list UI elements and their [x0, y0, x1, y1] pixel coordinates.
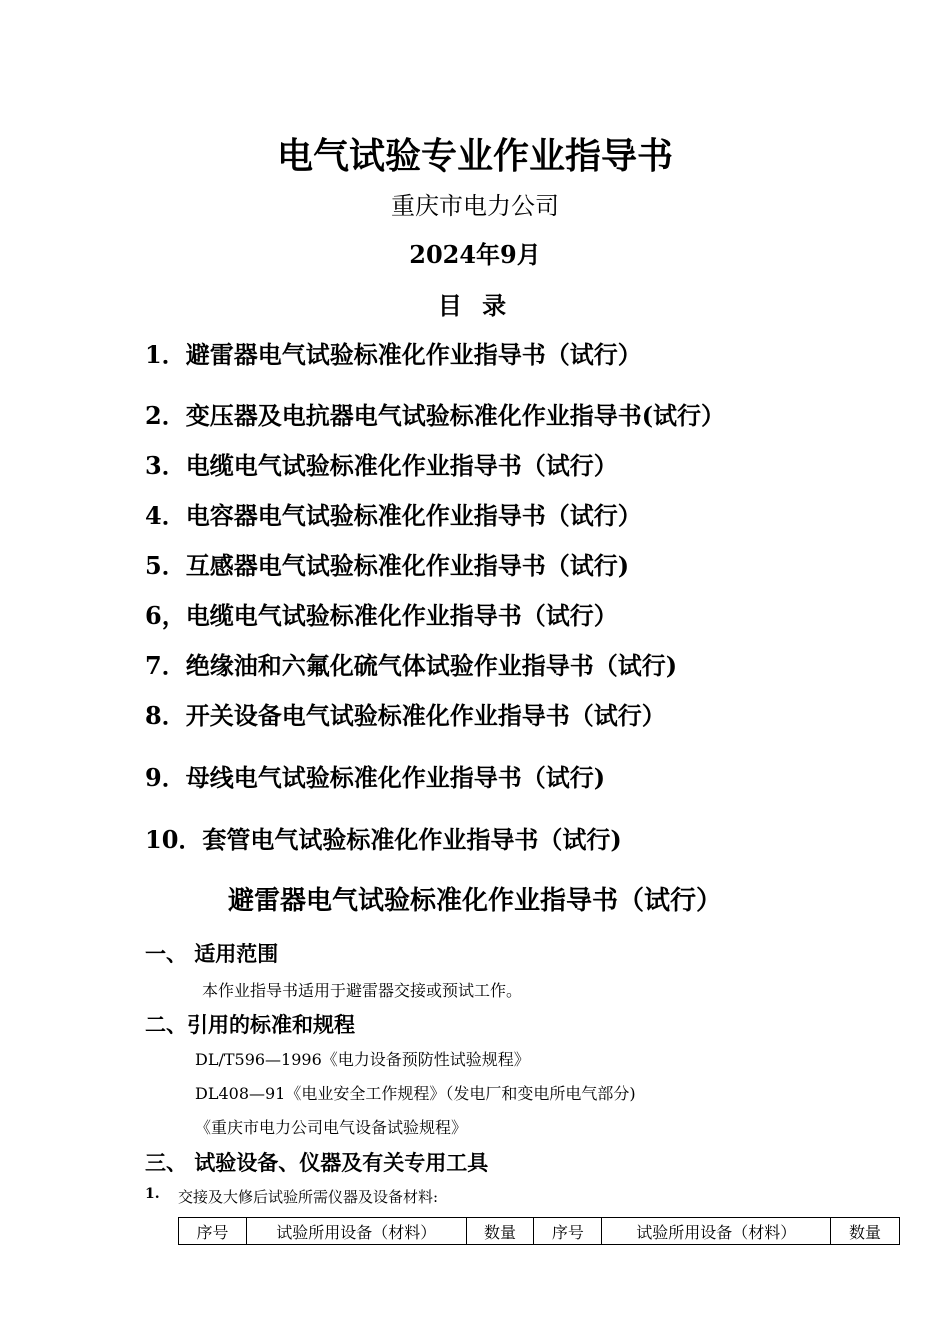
toc-item: 5．互感器电气试验标准化作业指导书（试行) — [145, 551, 630, 580]
scope-text: 本作业指导书适用于避雷器交接或预试工作。 — [202, 981, 523, 1000]
standard-item: DL408—91《电业安全工作规程》（发电厂和变电所电气部分) — [195, 1084, 636, 1103]
toc-item: 10．套管电气试验标准化作业指导书（试行) — [145, 825, 622, 854]
toc-item: 9．母线电气试验标准化作业指导书（试行) — [145, 763, 606, 792]
toc-item: 3．电缆电气试验标准化作业指导书（试行） — [145, 451, 618, 480]
list-number: 1. — [145, 1186, 160, 1202]
column-header: 序号 — [534, 1218, 602, 1245]
organization-name: 重庆市电力公司 — [391, 192, 559, 220]
toc-item: 8．开关设备电气试验标准化作业指导书（试行） — [145, 701, 666, 730]
section-title: 避雷器电气试验标准化作业指导书（试行） — [227, 886, 722, 916]
toc-item: 1．避雷器电气试验标准化作业指导书（试行） — [145, 340, 642, 369]
toc-item: 4．电容器电气试验标准化作业指导书（试行） — [145, 501, 642, 530]
document-title: 电气试验专业作业指导书 — [276, 135, 673, 177]
toc-item: 2．变压器及电抗器电气试验标准化作业指导书(试行） — [145, 401, 726, 430]
standard-item: DL/T596—1996《电力设备预防性试验规程》 — [195, 1050, 530, 1069]
column-header: 数量 — [466, 1218, 534, 1245]
table-header-row — [179, 1218, 900, 1245]
standard-item: 《重庆市电力公司电气设备试验规程》 — [195, 1118, 468, 1137]
equipment-intro: 交接及大修后试验所需仪器及设备材料: — [178, 1188, 439, 1206]
column-header: 试验所用设备（材料） — [602, 1218, 831, 1245]
document-date: 2024年9月 — [409, 240, 541, 269]
column-header: 试验所用设备（材料） — [246, 1218, 466, 1245]
toc-item: 6，电缆电气试验标准化作业指导书（试行） — [145, 601, 618, 630]
equipment-table — [178, 1217, 900, 1245]
section-heading-standards: 二、引用的标准和规程 — [145, 1012, 355, 1037]
section-heading-equipment: 三、 试验设备、仪器及有关专用工具 — [145, 1150, 489, 1175]
toc-item: 7．绝缘油和六氟化硫气体试验作业指导书（试行) — [145, 651, 678, 680]
toc-heading: 目 录 — [437, 291, 513, 320]
column-header: 数量 — [831, 1218, 900, 1245]
section-heading-scope: 一、 适用范围 — [145, 941, 279, 966]
column-header: 序号 — [179, 1218, 247, 1245]
